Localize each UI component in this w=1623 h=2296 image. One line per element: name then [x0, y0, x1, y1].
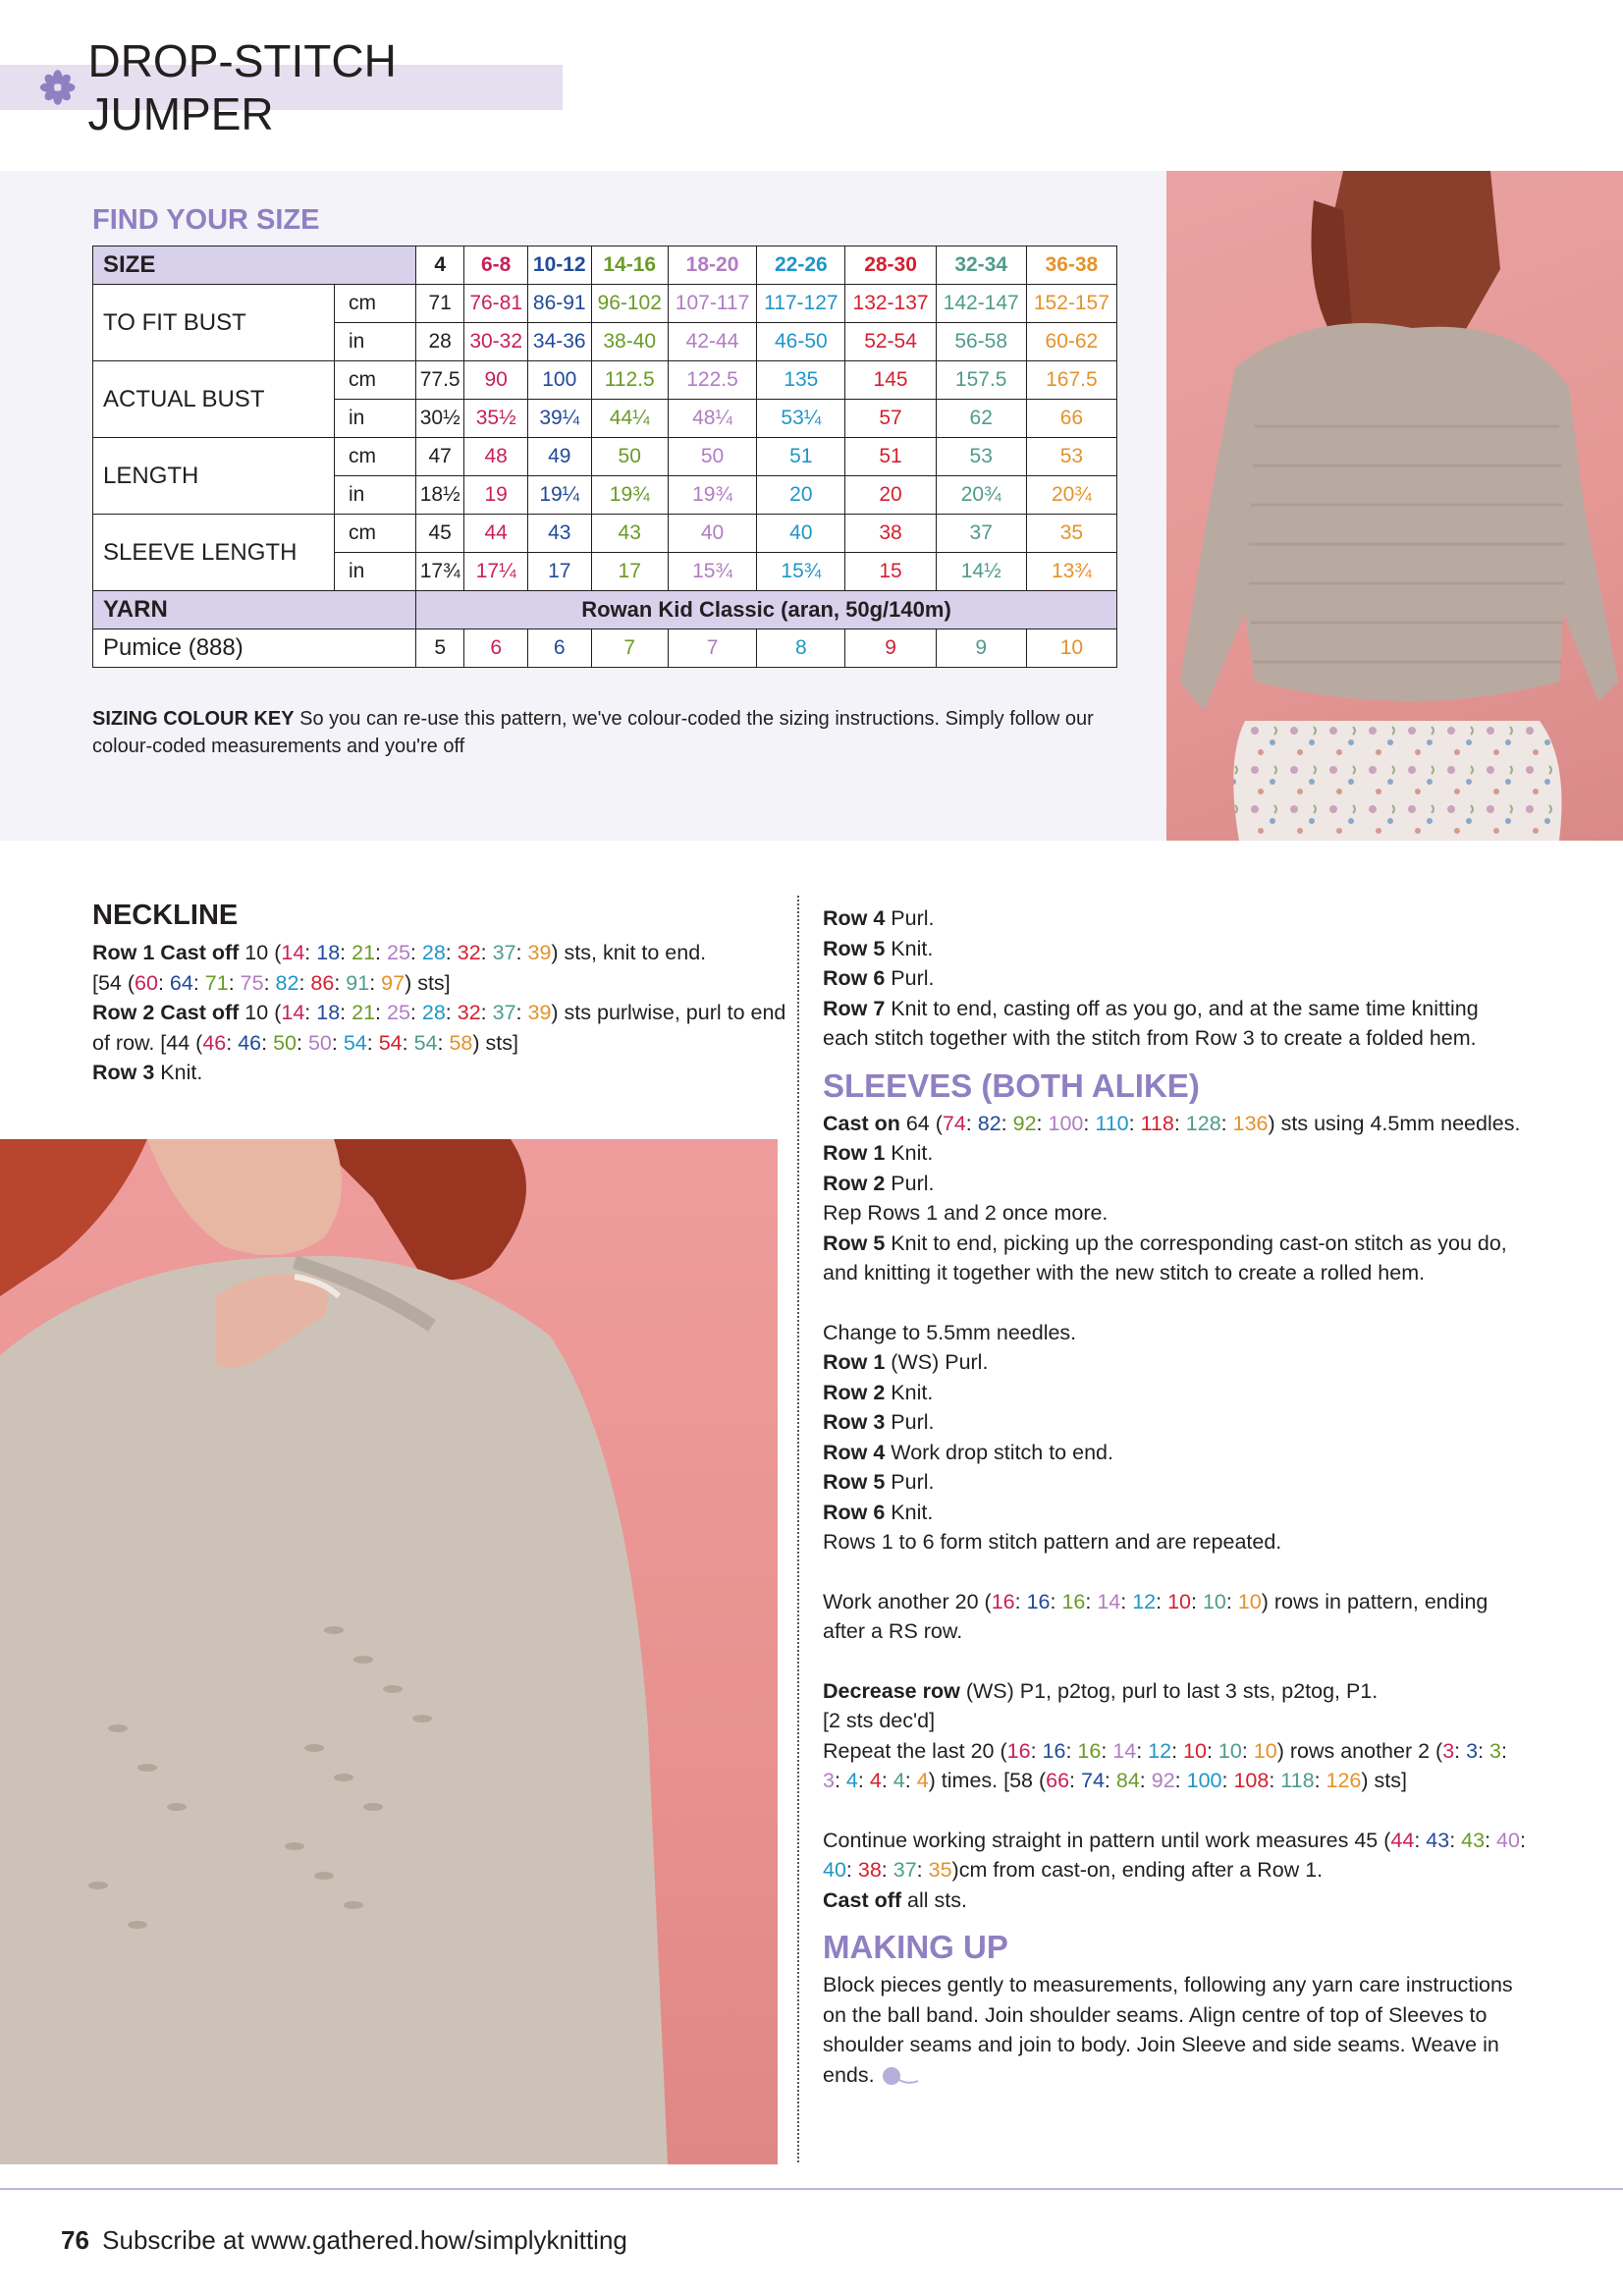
- table-cell: 142-147: [936, 285, 1026, 323]
- table-cell: 6: [464, 629, 528, 668]
- table-cell: 15: [845, 553, 936, 591]
- table-cell: 40: [668, 515, 756, 553]
- table-cell: 44¼: [591, 400, 668, 438]
- table-cell: 13¾: [1026, 553, 1116, 591]
- sleeves-continue: Continue working straight in pattern until work measures 45 (44: 43: 43: 40: 40: 38: 37: 35)cm from cast-on, ending after a Row 1.: [823, 1828, 1526, 1882]
- table-cell: 35: [1026, 515, 1116, 553]
- table-cell: 18½: [415, 476, 463, 515]
- table-row: [93, 438, 1117, 476]
- table-cell: 53¼: [757, 400, 845, 438]
- sleeves-pattern-row-2: Row 2 Knit.: [823, 1380, 934, 1404]
- table-cell: 71: [415, 285, 463, 323]
- neckline-row-4: Row 4 Purl.: [823, 906, 935, 930]
- size-cell: 14-16: [591, 246, 668, 285]
- table-cell: 135: [757, 361, 845, 400]
- yarn-ball-icon: [881, 2065, 920, 2087]
- photo-model-closeup: [0, 1139, 778, 2164]
- table-cell: 112.5: [591, 361, 668, 400]
- table-row: [93, 285, 1117, 323]
- table-cell: 96-102: [591, 285, 668, 323]
- photo-illustration: [1166, 171, 1623, 841]
- table-cell: 43: [591, 515, 668, 553]
- making-up-body: Block pieces gently to measurements, following any yarn care instructions on the ball band. Join shoulder seams. Align centre of top of Sleeves to shoulder seams and join to body. Join Sleeve and side seams. Weave in ends.: [823, 1973, 1513, 2087]
- page-title: DROP-STITCH JUMPER: [87, 35, 397, 139]
- unit-in: in: [334, 476, 415, 515]
- table-cell: 52-54: [845, 323, 936, 361]
- table-row: [93, 629, 1117, 668]
- table-cell: 40: [757, 515, 845, 553]
- table-cell: 76-81: [464, 285, 528, 323]
- sleeves-row-5: Row 5 Knit to end, picking up the corresponding cast-on stitch as you do, and knitting it together with the new stitch to create a rolled hem.: [823, 1230, 1507, 1285]
- table-cell: 14½: [936, 553, 1026, 591]
- neckline-row-7: Row 7 Knit to end, casting off as you go, and at the same time knitting each stitch together with the stitch from Row 3 to create a folded hem.: [823, 996, 1479, 1050]
- photo-illustration: [0, 1139, 778, 2164]
- table-cell: 8: [757, 629, 845, 668]
- table-cell: 60-62: [1026, 323, 1116, 361]
- footer-rule: [0, 2188, 1623, 2190]
- column-divider: [797, 896, 799, 2162]
- title-bar: [0, 35, 563, 139]
- page-number: 76: [61, 2225, 89, 2255]
- neckline-heading: NECKLINE: [92, 900, 239, 931]
- size-cell: 10-12: [527, 246, 591, 285]
- sleeves-heading: SLEEVES (BOTH ALIKE): [823, 1066, 1200, 1104]
- size-cell: 36-38: [1026, 246, 1116, 285]
- sleeves-pattern-row-1: Row 1 (WS) Purl.: [823, 1350, 989, 1374]
- size-heading: FIND YOUR SIZE: [92, 204, 320, 236]
- yarn-name: Rowan Kid Classic (aran, 50g/140m): [415, 591, 1116, 629]
- table-cell: 48: [464, 438, 528, 476]
- table-cell: 10: [1026, 629, 1116, 668]
- table-cell: 50: [591, 438, 668, 476]
- table-cell: 45: [415, 515, 463, 553]
- unit-cm: cm: [334, 361, 415, 400]
- making-up-heading: MAKING UP: [823, 1929, 1008, 1965]
- table-cell: 15¾: [757, 553, 845, 591]
- size-cell: 6-8: [464, 246, 528, 285]
- table-cell: 17¼: [464, 553, 528, 591]
- neckline-section: [92, 900, 787, 1088]
- unit-in: in: [334, 400, 415, 438]
- size-cell: 18-20: [668, 246, 756, 285]
- table-cell: 7: [591, 629, 668, 668]
- unit-cm: cm: [334, 438, 415, 476]
- table-cell: 132-137: [845, 285, 936, 323]
- table-cell: 19¾: [591, 476, 668, 515]
- size-cell: 32-34: [936, 246, 1026, 285]
- unit-in: in: [334, 553, 415, 591]
- size-cell: 4: [415, 246, 463, 285]
- table-cell: 7: [668, 629, 756, 668]
- sleeves-pattern-row-3: Row 3 Purl.: [823, 1410, 935, 1434]
- table-cell: 90: [464, 361, 528, 400]
- table-cell: 46-50: [757, 323, 845, 361]
- table-cell: 38-40: [591, 323, 668, 361]
- table-cell: 19¾: [668, 476, 756, 515]
- table-cell: 6: [527, 629, 591, 668]
- table-cell: 43: [527, 515, 591, 553]
- colour-key: [92, 705, 1133, 760]
- table-cell: 17: [527, 553, 591, 591]
- table-cell: 48¼: [668, 400, 756, 438]
- footer: [61, 2225, 627, 2256]
- table-cell: 167.5: [1026, 361, 1116, 400]
- footer-text: Subscribe at www.gathered.how/simplyknitting: [102, 2225, 627, 2255]
- table-cell: 9: [845, 629, 936, 668]
- table-cell: 42-44: [668, 323, 756, 361]
- neckline-row-3: Row 3 Knit.: [92, 1061, 203, 1084]
- table-cell: 39¼: [527, 400, 591, 438]
- table-cell: 50: [668, 438, 756, 476]
- photo-model-back: [1166, 171, 1623, 841]
- sleeves-cast-off: Cast off all sts.: [823, 1887, 967, 1912]
- sleeves-pattern-note: Rows 1 to 6 form stitch pattern and are repeated.: [823, 1530, 1282, 1554]
- table-cell: 28: [415, 323, 463, 361]
- table-cell: 122.5: [668, 361, 756, 400]
- table-cell: 117-127: [757, 285, 845, 323]
- table-cell: 157.5: [936, 361, 1026, 400]
- colour-key-label: SIZING COLOUR KEY: [92, 708, 295, 730]
- table-cell: 51: [757, 438, 845, 476]
- table-cell: 66: [1026, 400, 1116, 438]
- table-cell: 145: [845, 361, 936, 400]
- table-cell: 57: [845, 400, 936, 438]
- flower-icon: [39, 68, 76, 107]
- table-cell: 34-36: [527, 323, 591, 361]
- table-cell: 44: [464, 515, 528, 553]
- table-cell: 49: [527, 438, 591, 476]
- table-cell: 30-32: [464, 323, 528, 361]
- table-cell: 152-157: [1026, 285, 1116, 323]
- sleeves-pattern-row-6: Row 6 Knit.: [823, 1500, 934, 1524]
- table-cell: 37: [936, 515, 1026, 553]
- table-cell: 53: [1026, 438, 1116, 476]
- size-cell: 22-26: [757, 246, 845, 285]
- sleeves-work-another: Work another 20 (16: 16: 16: 14: 12: 10: 10: 10) rows in pattern, ending after a RS row.: [823, 1589, 1488, 1643]
- size-row: [93, 246, 1117, 285]
- colour-key-text: So you can re-use this pattern, we've colour-coded the sizing instructions. Simply follow our colour-coded measurements and you're off: [92, 708, 1094, 757]
- size-cell: 28-30: [845, 246, 936, 285]
- table-cell: 17: [591, 553, 668, 591]
- row-label: LENGTH: [93, 438, 335, 515]
- table-cell: 15¾: [668, 553, 756, 591]
- unit-cm: cm: [334, 515, 415, 553]
- table-cell: 20¾: [1026, 476, 1116, 515]
- table-cell: 19¼: [527, 476, 591, 515]
- neckline-row-1: Row 1 Cast off 10 (14: 18: 21: 25: 28: 32: 37: 39) sts, knit to end. [54 (60: 64: 71: 75: 82: 86: 91: 97) sts]: [92, 941, 707, 995]
- table-cell: 86-91: [527, 285, 591, 323]
- unit-cm: cm: [334, 285, 415, 323]
- right-column: [823, 903, 1530, 2090]
- size-label: SIZE: [93, 246, 416, 285]
- row-label: SLEEVE LENGTH: [93, 515, 335, 591]
- sleeves-pattern-row-4: Row 4 Work drop stitch to end.: [823, 1440, 1113, 1464]
- making-up-text: [823, 1970, 1530, 2090]
- table-cell: 5: [415, 629, 463, 668]
- table-cell: 35½: [464, 400, 528, 438]
- sleeves-row-2: Row 2 Purl.: [823, 1171, 935, 1195]
- sleeves-cast-on: Cast on 64 (74: 82: 92: 100: 110: 118: 128: 136) sts using 4.5mm needles.: [823, 1111, 1521, 1135]
- yarn-row: [93, 591, 1117, 629]
- neckline-row-6: Row 6 Purl.: [823, 966, 935, 990]
- table-cell: 62: [936, 400, 1026, 438]
- table-cell: 20: [845, 476, 936, 515]
- yarn-label: YARN: [93, 591, 416, 629]
- sleeves-pattern-row-5: Row 5 Purl.: [823, 1470, 935, 1494]
- neckline-row-2: Row 2 Cast off 10 (14: 18: 21: 25: 28: 32: 37: 39) sts purlwise, purl to end of row. [44 (46: 46: 50: 50: 54: 54: 54: 58) sts]: [92, 1001, 786, 1055]
- yarn-colour: Pumice (888): [93, 629, 416, 668]
- sleeves-change-needles: Change to 5.5mm needles.: [823, 1320, 1077, 1344]
- table-cell: 56-58: [936, 323, 1026, 361]
- size-table: [92, 246, 1117, 668]
- table-cell: 30½: [415, 400, 463, 438]
- table-cell: 17¾: [415, 553, 463, 591]
- table-cell: 53: [936, 438, 1026, 476]
- neckline-row-5: Row 5 Knit.: [823, 936, 934, 960]
- sleeves-row-1: Row 1 Knit.: [823, 1141, 934, 1165]
- sleeves-rep: Rep Rows 1 and 2 once more.: [823, 1201, 1109, 1225]
- table-row: [93, 515, 1117, 553]
- table-cell: 100: [527, 361, 591, 400]
- row-label: ACTUAL BUST: [93, 361, 335, 438]
- table-cell: 20: [757, 476, 845, 515]
- table-cell: 38: [845, 515, 936, 553]
- table-cell: 19: [464, 476, 528, 515]
- table-cell: 47: [415, 438, 463, 476]
- table-cell: 107-117: [668, 285, 756, 323]
- table-cell: 51: [845, 438, 936, 476]
- unit-in: in: [334, 323, 415, 361]
- table-cell: 20¾: [936, 476, 1026, 515]
- table-cell: 77.5: [415, 361, 463, 400]
- table-row: [93, 361, 1117, 400]
- sleeves-decrease-row: Decrease row (WS) P1, p2tog, purl to last 3 sts, p2tog, P1. [2 sts dec'd] Repeat the last 20 (16: 16: 16: 14: 12: 10: 10: 10) rows another 2 (3: 3: 3: 3: 4: 4: 4: 4) times. [58 (66: 74: 84: 92: 100: 108: 118: 126) sts]: [823, 1678, 1507, 1792]
- table-cell: 9: [936, 629, 1026, 668]
- row-label: TO FIT BUST: [93, 285, 335, 361]
